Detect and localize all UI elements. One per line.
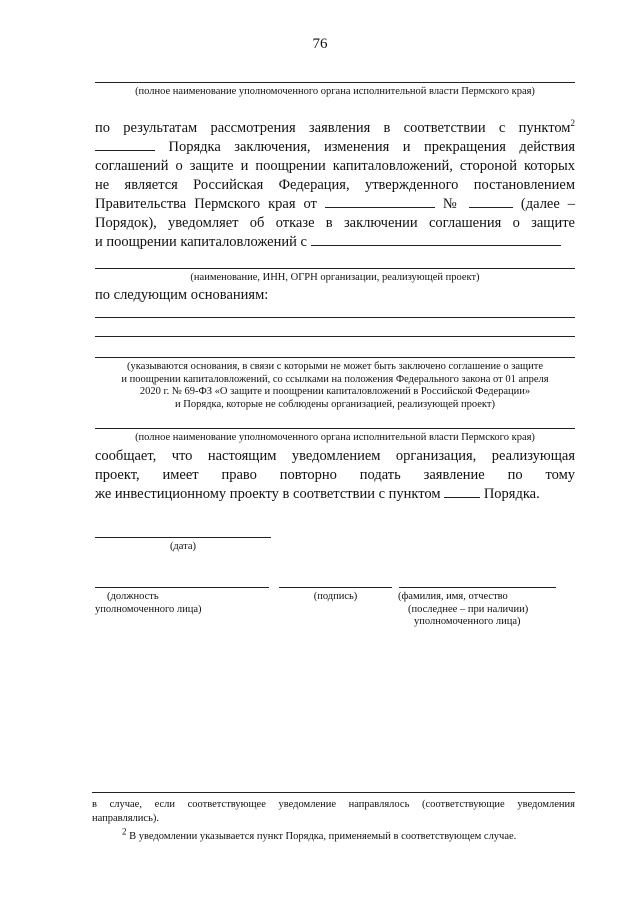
grounds-line-3 [95,357,575,358]
name-caption-line1: (фамилия, имя, отчество [398,591,508,602]
authority-name-line [95,82,575,83]
point-blank [444,485,480,498]
footnote-ref-2: 2 [570,118,575,129]
name-caption-line2: (последнее – при наличии) [408,603,529,615]
page-number: 76 [312,36,328,52]
p1-line6: Порядок), уведомляет об отказе в заключении соглашения о защите [95,215,575,231]
organization-line [95,268,575,269]
grounds-label: по следующим основаниям: [95,287,269,303]
date-caption: (дата) [169,541,197,552]
p1-line7: и поощрении капиталовложений с [95,233,575,252]
authority-caption: (полное наименование уполномоченного органа исполнительной власти Пермского края) [135,432,535,443]
grounds-caption-line2: и поощрении капиталовложений, со ссылками на положения Федерального закона от 01 апреля [121,373,549,385]
org-caption: (наименование, ИНН, ОГРН организации, реализующей проект) [190,272,480,283]
signature-line [279,587,392,588]
organization-blank [311,233,561,246]
date-blank [325,195,435,208]
signature-caption: (подпись) [313,591,358,602]
position-caption-line1: (должность [107,591,159,602]
grounds-line-2 [95,336,575,337]
point-number-blank [95,138,155,151]
footnote-2-ref: 2 [122,826,127,837]
p2-line1: сообщает, что настоящим уведомлением организация, реализующая [95,448,575,464]
footnotes [92,798,575,844]
position-line [95,587,269,588]
header-caption: (полное наименование уполномоченного органа исполнительной власти Пермского края) [135,86,535,97]
authority-line [95,428,575,429]
p1-line5: Правительства Пермского края от № (далее – [95,196,576,212]
grounds-caption-line3: 2020 г. № 69-ФЗ «О защите и поощрении капиталовложений в Российской Федерации» [139,386,531,397]
p2-line2: проект, имеет право повторно подать заявление по тому [95,467,575,483]
name-line [399,587,556,588]
date-line [95,537,271,538]
footnote-separator [92,792,575,793]
grounds-line-1 [95,317,575,318]
grounds-caption [88,361,582,411]
p1-line1: по результатам рассмотрения заявления в соответствии с пунктом$^2$ [95,118,575,136]
position-caption-line2: уполномоченного лица) [95,603,202,615]
paragraph-2 [95,447,575,504]
number-blank [469,195,513,208]
grounds-caption-line1: (указываются основания, в связи с которыми не может быть заключено соглашение о защите [127,361,543,372]
footnote-2-text: В уведомлении указывается пункт Порядка, применяемый в соответствующем случае. [129,831,517,842]
p1-line3: соглашений о защите и поощрении капиталовложений, стороной которых [95,158,575,174]
p1-line2: Порядка заключения, изменения и прекращения действия [95,138,575,157]
grounds-caption-line4: и Порядка, которые не соблюдены организацией, реализующей проект) [175,398,495,410]
name-caption-line3: уполномоченного лица) [414,616,521,627]
p2-line3: же инвестиционному проекту в соответствии с пунктом Порядка. [95,486,540,502]
paragraph-1 [95,119,575,252]
footnote-1-line1: в случае, если соответствующее уведомление направлялось (соответствующие уведомления [92,799,575,810]
footnote-2 [92,826,575,844]
name-caption [398,591,568,629]
p1-line4: не является Российская Федерация, утвержденного постановлением [95,177,575,193]
position-caption [95,591,275,616]
footnote-1-line2: направлялись). [92,813,159,824]
